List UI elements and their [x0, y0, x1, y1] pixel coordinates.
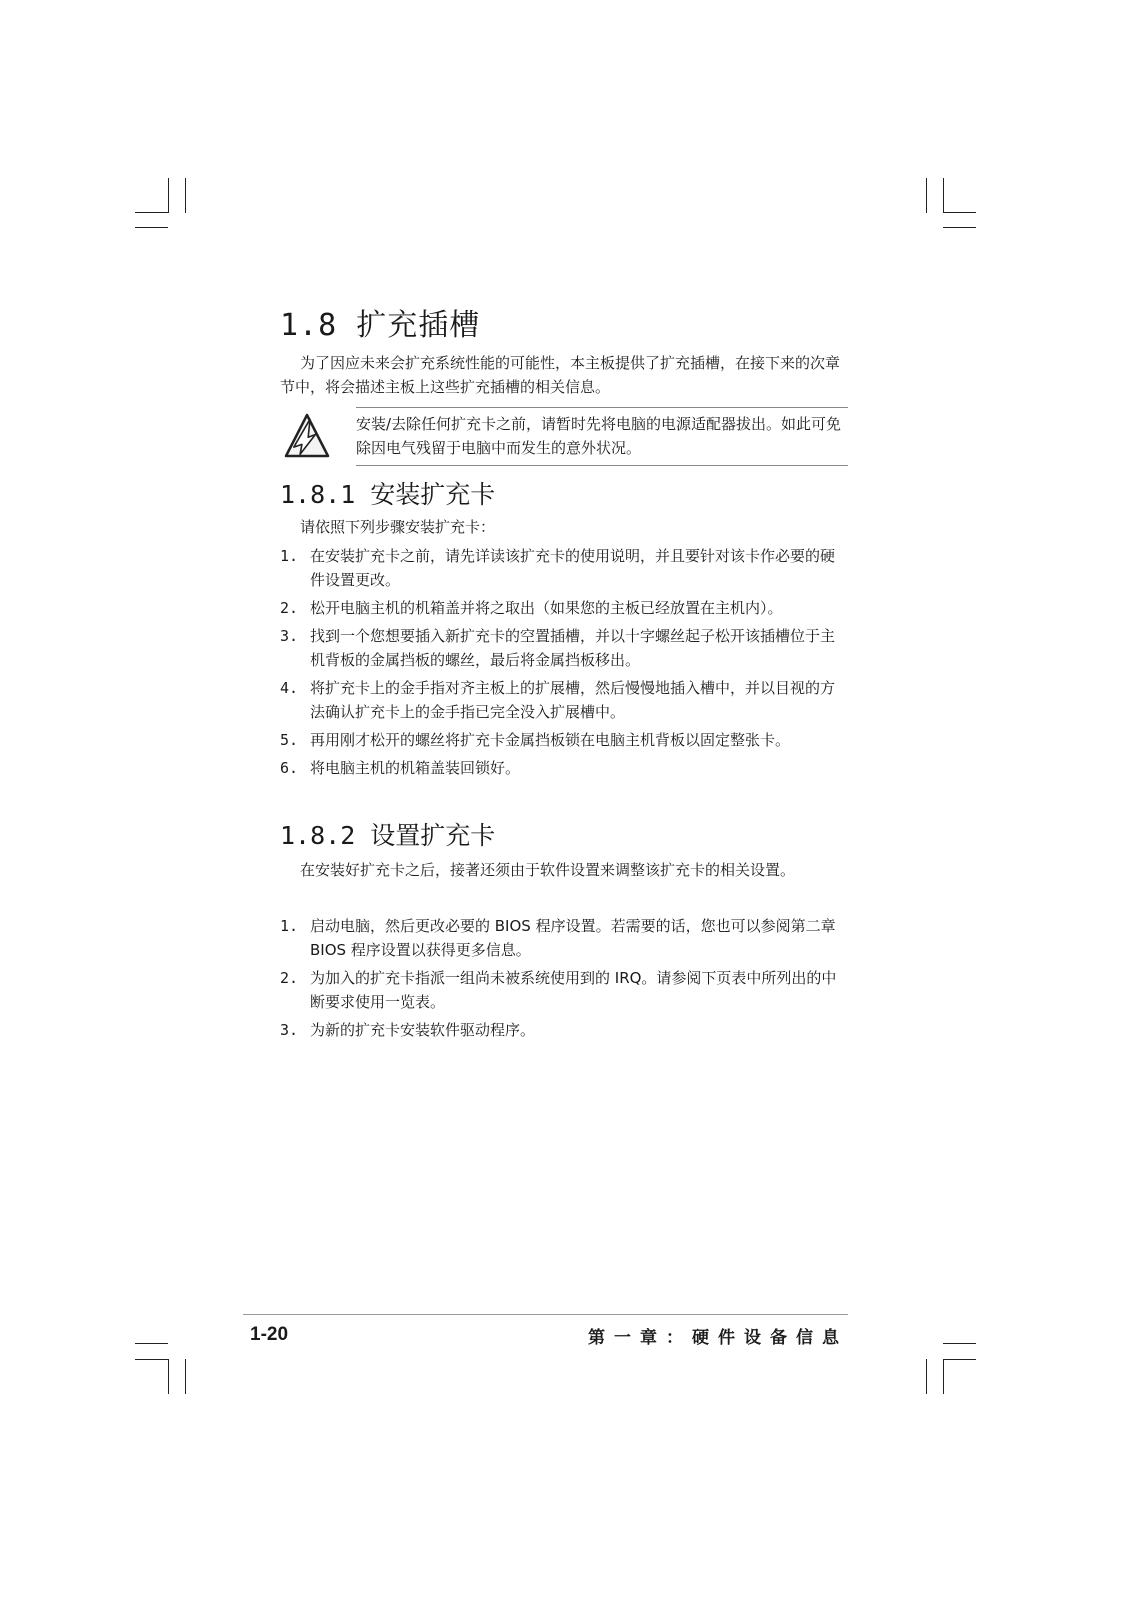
step-text: 为新的扩充卡安装软件驱动程序。 [310, 1021, 536, 1039]
note-text: 安装/去除任何扩充卡之前，请暂时先将电脑的电源适配器拔出。如此可免除因电气残留于电脑中而发生的意外状况。 [356, 415, 842, 457]
step-number: 5. [280, 731, 299, 749]
step-number: 4. [280, 679, 299, 697]
step-text: 找到一个您想要插入新扩充卡的空置插槽，并以十字螺丝起子松开该插槽位于主机背板的金属挡板的螺丝，最后将金属挡板移出。 [310, 627, 836, 669]
list-item [280, 756, 848, 780]
chapter-title: 第一章：硬件设备信息 [588, 1328, 848, 1348]
step-number: 3. [280, 1021, 299, 1039]
step-text: 将电脑主机的机箱盖装回锁好。 [310, 759, 521, 777]
warning-lightning-icon [283, 412, 331, 460]
install-steps [280, 544, 848, 784]
step-number: 2. [280, 969, 299, 987]
list-item [280, 966, 848, 1014]
page-number: 1-20 [250, 1324, 289, 1345]
install-intro: 请依照下列步骤安装扩充卡： [300, 518, 496, 536]
list-item [280, 676, 848, 724]
note-top-rule [356, 407, 848, 408]
step-text: 启动电脑，然后更改必要的 BIOS 程序设置。若需要的话，您也可以参阅第二章 BIOS 程序设置以获得更多信息。 [310, 917, 836, 959]
step-text: 松开电脑主机的机箱盖并将之取出（如果您的主板已经放置在主机内）。 [310, 599, 783, 617]
step-text: 将扩充卡上的金手指对齐主板上的扩展槽，然后慢慢地插入槽中，并以目视的方法确认扩充卡上的金手指已完全没入扩展槽中。 [310, 679, 836, 721]
list-item [280, 728, 848, 752]
configure-title: 1.8.2 设置扩充卡 [280, 821, 496, 850]
configure-intro: 在安装好扩充卡之后，接著还须由于软件设置来调整该扩充卡的相关设置。 [300, 861, 796, 879]
step-number: 6. [280, 759, 299, 777]
intro-paragraph: 为了因应未来会扩充系统性能的可能性，本主板提供了扩充插槽，在接下来的次章节中，将会描述主板上这些扩充插槽的相关信息。 [280, 354, 841, 396]
list-item [280, 914, 848, 962]
step-text: 为加入的扩充卡指派一组尚未被系统使用到的 IRQ。请参阅下页表中所列出的中断要求使用一览表。 [310, 969, 837, 1011]
section-title: 1.8 扩充插槽 [280, 308, 481, 343]
note-bottom-rule [356, 465, 848, 466]
configure-steps [280, 914, 848, 1046]
list-item [280, 1018, 848, 1042]
install-title: 1.8.1 安装扩充卡 [280, 480, 496, 509]
step-number: 2. [280, 599, 299, 617]
list-item [280, 544, 848, 592]
list-item [280, 624, 848, 672]
step-number: 3. [280, 627, 299, 645]
footer-rule [243, 1314, 848, 1315]
step-number: 1. [280, 917, 299, 935]
step-text: 在安装扩充卡之前，请先详读该扩充卡的使用说明，并且要针对该卡作必要的硬件设置更改。 [310, 547, 836, 589]
step-number: 1. [280, 547, 299, 565]
list-item [280, 596, 848, 620]
step-text: 再用刚才松开的螺丝将扩充卡金属挡板锁在电脑主机背板以固定整张卡。 [310, 731, 791, 749]
